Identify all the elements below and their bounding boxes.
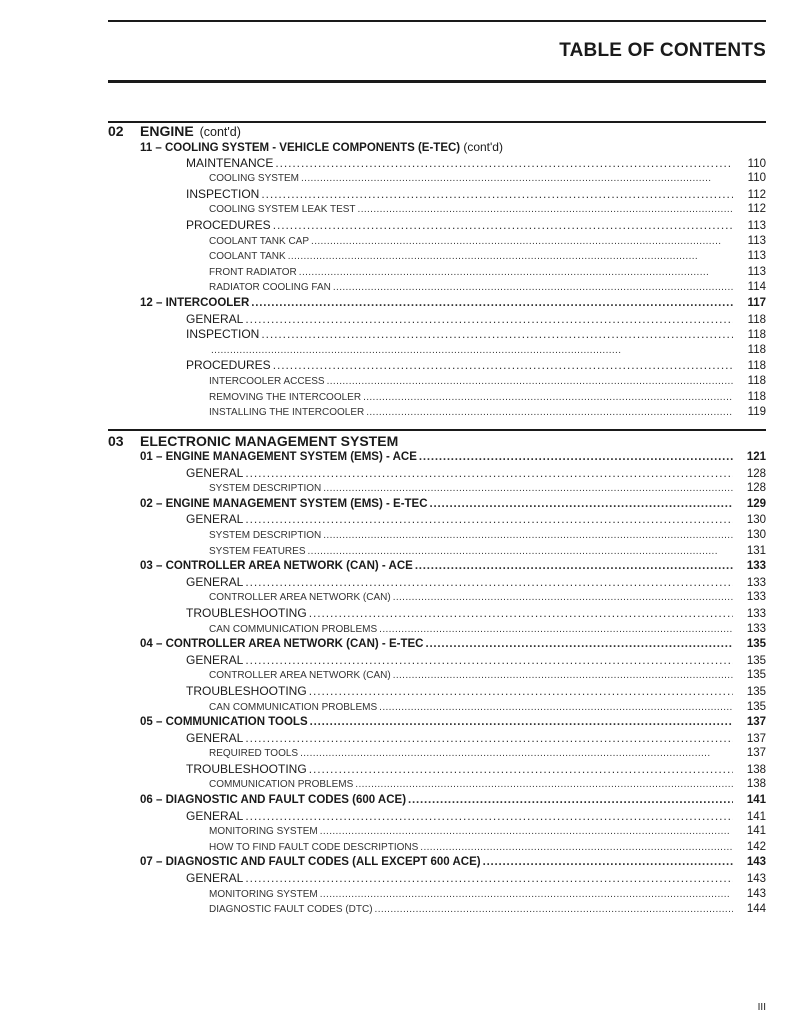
toc-entry-label — [140, 855, 481, 871]
toc-entries — [108, 140, 766, 421]
toc-entry-label — [209, 622, 377, 638]
toc-page-number: 144 — [746, 903, 766, 916]
toc-entry-label — [186, 653, 243, 669]
toc-page-number: 135 — [746, 638, 766, 651]
toc-entry-title: 05 – COMMUNICATION TOOLS — [140, 716, 308, 729]
toc-entry-title: GENERAL — [186, 311, 244, 326]
toc-entry[interactable] — [108, 202, 766, 218]
dot-leader — [300, 746, 733, 762]
toc-entry[interactable] — [108, 343, 766, 359]
toc-entry-label — [209, 280, 331, 296]
toc-page-number: 131 — [746, 544, 766, 557]
toc-entry[interactable] — [108, 887, 766, 903]
toc-page-number: 143 — [746, 873, 766, 886]
dot-leader — [308, 544, 734, 560]
toc-entry-label — [140, 140, 503, 156]
toc-entry[interactable] — [108, 606, 766, 622]
toc-entry-title: GENERAL — [186, 465, 244, 480]
top-rule — [108, 20, 766, 22]
toc-entry-label — [209, 528, 321, 544]
toc-entry[interactable] — [108, 481, 766, 497]
toc-entry[interactable] — [108, 777, 766, 793]
toc-entry[interactable] — [108, 249, 766, 265]
toc-entry[interactable] — [108, 450, 766, 466]
toc-entry[interactable] — [108, 840, 766, 856]
dot-leader — [358, 202, 733, 218]
toc-entry[interactable] — [108, 528, 766, 544]
toc-entry-label — [186, 187, 259, 203]
toc-entry-title: SYSTEM DESCRIPTION — [209, 529, 322, 541]
toc-page-number: 113 — [747, 265, 766, 278]
toc-page-number: 142 — [746, 840, 766, 853]
dot-leader — [301, 171, 733, 187]
dot-leader — [251, 296, 733, 312]
toc-entry-label — [186, 512, 243, 528]
toc-entry[interactable] — [108, 497, 766, 513]
toc-entry-label — [186, 218, 271, 234]
toc-entries — [108, 450, 766, 918]
dot-leader — [261, 187, 733, 203]
dot-leader — [323, 481, 733, 497]
toc-entry-label — [209, 590, 391, 606]
toc-entry-title: COOLING SYSTEM — [209, 173, 300, 185]
toc-page-number: 143 — [746, 887, 766, 900]
toc-entry[interactable] — [108, 731, 766, 747]
toc-entry-label — [140, 497, 428, 513]
toc-page-number: 135 — [746, 654, 766, 667]
toc-entry[interactable] — [108, 405, 766, 421]
toc-page-number: 128 — [746, 467, 766, 480]
toc-entry[interactable] — [108, 590, 766, 606]
toc-page-number: 128 — [746, 482, 766, 495]
section-title: ELECTRONIC MANAGEMENT SYSTEM — [140, 433, 399, 449]
toc-entry-title: INSTALLING THE INTERCOOLER — [209, 407, 365, 419]
dot-leader — [425, 637, 733, 653]
dot-leader — [408, 793, 733, 809]
toc-entry[interactable] — [108, 762, 766, 778]
toc-entry[interactable] — [108, 390, 766, 406]
toc-entry-title: COOLANT TANK CAP — [209, 235, 310, 247]
toc-entry-title: GENERAL — [186, 871, 244, 886]
toc-entry-label — [209, 746, 298, 762]
toc-page-number: 118 — [747, 313, 766, 326]
toc-entry-title: INSPECTION — [186, 327, 260, 342]
toc-section — [108, 433, 766, 918]
toc-page-number: 133 — [746, 591, 766, 604]
dot-leader — [245, 871, 733, 887]
toc-page-number: 137 — [746, 747, 766, 760]
toc-entry[interactable] — [108, 622, 766, 638]
toc-page-number: 133 — [746, 607, 766, 620]
toc-entry-label — [186, 466, 243, 482]
toc-page-number: 121 — [746, 451, 766, 463]
toc-entry[interactable] — [108, 544, 766, 560]
dot-leader — [273, 218, 733, 234]
toc-entry-title: GENERAL — [186, 730, 244, 745]
toc-entry-label — [209, 202, 356, 218]
toc-entry-label — [209, 405, 364, 421]
toc-entry[interactable] — [108, 809, 766, 825]
toc-entry[interactable] — [108, 140, 766, 156]
title-rule — [108, 80, 766, 83]
toc-page-number: 137 — [746, 732, 766, 745]
toc-entry[interactable] — [108, 715, 766, 731]
toc-entry[interactable] — [108, 234, 766, 250]
toc-entry-title: COOLANT TANK — [209, 251, 286, 263]
toc-entry[interactable] — [108, 466, 766, 482]
dot-leader — [261, 327, 733, 343]
toc-entry-title: 04 – CONTROLLER AREA NETWORK (CAN) - E-TEC — [140, 638, 424, 651]
toc-entry-label — [140, 559, 413, 575]
toc-entry-label — [209, 777, 353, 793]
toc-entry-title: INTERCOOLER ACCESS — [209, 375, 325, 387]
toc-entry-title: GENERAL — [186, 808, 244, 823]
section-heading — [108, 433, 766, 450]
toc-entry-label — [140, 450, 417, 466]
toc-entry-label — [209, 171, 299, 187]
toc-page-number: 118 — [747, 390, 766, 403]
toc-page-number: 138 — [746, 778, 766, 791]
toc-entry-title: REQUIRED TOOLS — [209, 748, 299, 760]
toc-entry[interactable] — [108, 296, 766, 312]
dot-leader — [333, 280, 733, 296]
toc-entry-label — [186, 762, 307, 778]
toc-page-number: 137 — [746, 716, 766, 729]
toc-page-number: 130 — [746, 528, 766, 541]
toc-page-number: 135 — [746, 685, 766, 698]
toc-entry-label — [186, 871, 243, 887]
toc-entry-title: TROUBLESHOOTING — [186, 683, 307, 698]
toc-entry[interactable] — [108, 265, 766, 281]
toc-entry[interactable] — [108, 512, 766, 528]
dot-leader — [323, 528, 733, 544]
toc-entry-label — [186, 606, 307, 622]
section-heading — [108, 123, 766, 140]
toc-entry-title: MONITORING SYSTEM — [209, 826, 318, 838]
toc-entry[interactable] — [108, 824, 766, 840]
dot-leader — [393, 590, 733, 606]
toc-page-number: 113 — [747, 250, 766, 263]
toc-entry-title: GENERAL — [186, 512, 244, 527]
toc-entry-label — [186, 312, 243, 328]
toc-page-number: 133 — [746, 576, 766, 589]
toc-page-number: 133 — [746, 560, 766, 573]
toc-page-number: 133 — [746, 622, 766, 635]
toc-page-number: 118 — [747, 329, 766, 342]
toc-entry-label — [209, 481, 321, 497]
toc-entry-label — [209, 700, 377, 716]
toc-entry[interactable] — [108, 700, 766, 716]
toc-entry-title: CONTROLLER AREA NETWORK (CAN) — [209, 592, 391, 604]
dot-leader — [379, 622, 733, 638]
dot-leader — [375, 902, 733, 918]
toc-entry-title: TROUBLESHOOTING — [186, 605, 307, 620]
toc-entry-label — [209, 840, 418, 856]
toc-entry-title: GENERAL — [186, 574, 244, 589]
toc-entry-title: MAINTENANCE — [186, 155, 274, 170]
dot-leader — [288, 249, 733, 265]
toc-entry-label — [209, 824, 318, 840]
toc-entry[interactable] — [108, 746, 766, 762]
toc-entry-title: 07 – DIAGNOSTIC AND FAULT CODES (ALL EXCEPT 600 ACE) — [140, 856, 481, 869]
toc-entry-label — [140, 793, 406, 809]
toc-page-number: 135 — [746, 669, 766, 682]
toc-entry[interactable] — [108, 312, 766, 328]
toc-entry[interactable] — [108, 871, 766, 887]
toc-entry-label — [209, 390, 361, 406]
toc-entry-label — [209, 668, 391, 684]
toc-page-number: 113 — [747, 234, 766, 247]
dot-leader — [245, 575, 733, 591]
toc-entry-label — [209, 374, 325, 390]
toc-page-number: 117 — [747, 296, 766, 309]
toc-page-number: 143 — [746, 856, 766, 869]
dot-leader — [419, 450, 733, 466]
toc-entry-label — [209, 265, 297, 281]
section-number: 03 — [108, 433, 124, 449]
toc-entry[interactable] — [108, 684, 766, 700]
toc-entry[interactable] — [108, 855, 766, 871]
dot-leader — [366, 405, 733, 421]
toc-entry-title: 06 – DIAGNOSTIC AND FAULT CODES (600 ACE) — [140, 794, 407, 807]
toc-page-number: 118 — [747, 374, 766, 387]
toc-entry-title: PROCEDURES — [186, 217, 271, 232]
toc-entry[interactable] — [108, 187, 766, 203]
toc-entry[interactable] — [108, 327, 766, 343]
toc-entry[interactable] — [108, 653, 766, 669]
dot-leader — [245, 809, 733, 825]
dot-leader — [275, 156, 733, 172]
toc-page-number: 141 — [746, 794, 766, 807]
dot-leader — [355, 777, 733, 793]
toc-page-number: 113 — [747, 219, 766, 232]
toc-entry-title: CONTROLLER AREA NETWORK (CAN) — [209, 670, 391, 682]
toc-entry-label — [186, 358, 271, 374]
dot-leader — [211, 343, 733, 359]
toc-entry-title: REMOVING THE INTERCOOLER — [209, 391, 362, 403]
toc-entry-label — [209, 887, 318, 903]
toc-page-number: 135 — [746, 700, 766, 713]
toc-entry-label — [186, 684, 307, 700]
toc-entry-title: INSPECTION — [186, 186, 260, 201]
toc-entry-label — [140, 715, 308, 731]
toc-page-number: 118 — [747, 360, 766, 373]
toc-entry-title: 03 – CONTROLLER AREA NETWORK (CAN) - ACE — [140, 560, 413, 573]
dot-leader — [393, 668, 733, 684]
toc-entry-title: 02 – ENGINE MANAGEMENT SYSTEM (EMS) - E-TEC — [140, 497, 428, 510]
toc-page-number: 130 — [746, 514, 766, 527]
section-number: 02 — [108, 123, 124, 139]
toc-page-number: 110 — [747, 157, 766, 170]
toc-entry[interactable] — [108, 559, 766, 575]
dot-leader — [245, 731, 733, 747]
toc-entry-title: FRONT RADIATOR — [209, 266, 297, 278]
toc-entry-title: 01 – ENGINE MANAGEMENT SYSTEM (EMS) - ACE — [140, 451, 417, 463]
toc-entry-title: SYSTEM FEATURES — [209, 545, 306, 557]
toc-entry-title: COOLING SYSTEM LEAK TEST — [209, 204, 356, 216]
dot-leader — [320, 824, 733, 840]
toc-page-number: 110 — [747, 172, 766, 185]
toc-entry-title: DIAGNOSTIC FAULT CODES (DTC) — [209, 904, 373, 916]
dot-leader — [363, 390, 733, 406]
toc-entry[interactable] — [108, 171, 766, 187]
dot-leader — [430, 497, 733, 513]
dot-leader — [309, 762, 733, 778]
dot-leader — [415, 559, 733, 575]
toc-entry-label — [186, 327, 259, 343]
toc-entry-title: PROCEDURES — [186, 358, 271, 373]
toc-entry[interactable] — [108, 280, 766, 296]
toc-entry-title: 12 – INTERCOOLER — [140, 296, 250, 309]
toc-entry-title: COMMUNICATION PROBLEMS — [209, 779, 354, 791]
section-continued: (cont'd) — [199, 125, 241, 139]
dot-leader — [245, 312, 733, 328]
toc-entry-label — [140, 296, 249, 312]
toc-page-number: 141 — [746, 825, 766, 838]
toc-entry[interactable] — [108, 637, 766, 653]
toc-entry[interactable] — [108, 156, 766, 172]
section-title: ENGINE — [140, 123, 194, 139]
toc-page-number: 112 — [747, 203, 766, 216]
toc-entry-title: GENERAL — [186, 652, 244, 667]
dot-leader — [379, 700, 733, 716]
toc-page-number: 129 — [746, 497, 766, 510]
toc-entry-title: SYSTEM DESCRIPTION — [209, 483, 322, 495]
toc-entry-label — [186, 809, 243, 825]
toc-entry-label — [186, 156, 273, 172]
toc-entry-title: MONITORING SYSTEM — [209, 888, 318, 900]
toc-entry[interactable] — [108, 902, 766, 918]
dot-leader — [245, 466, 733, 482]
section-rule — [108, 429, 766, 431]
toc-entry[interactable] — [108, 218, 766, 234]
toc-entry[interactable] — [108, 668, 766, 684]
toc-page-number: 141 — [746, 810, 766, 823]
toc-page-number: 112 — [747, 188, 766, 201]
toc-entry[interactable] — [108, 575, 766, 591]
toc-entry-title: CAN COMMUNICATION PROBLEMS — [209, 701, 378, 713]
toc-entry-label — [186, 731, 243, 747]
dot-leader — [273, 358, 733, 374]
toc-entry-title: RADIATOR COOLING FAN — [209, 282, 331, 294]
dot-leader — [327, 374, 733, 390]
dot-leader — [299, 265, 733, 281]
toc-entry-label — [209, 544, 306, 560]
toc-entry-title: HOW TO FIND FAULT CODE DESCRIPTIONS — [209, 841, 419, 853]
toc-section — [108, 123, 766, 421]
toc-entry-label — [209, 249, 286, 265]
page-title: TABLE OF CONTENTS — [559, 40, 766, 61]
dot-leader — [245, 512, 733, 528]
toc-entry-label — [186, 575, 243, 591]
toc-page-number: 118 — [747, 343, 766, 356]
dot-leader — [245, 653, 733, 669]
toc-entry-label — [209, 902, 373, 918]
dot-leader — [320, 887, 733, 903]
dot-leader — [309, 606, 733, 622]
toc-entry[interactable] — [108, 374, 766, 390]
toc-entry[interactable] — [108, 793, 766, 809]
dot-leader — [420, 840, 733, 856]
toc-page-number: 138 — [746, 763, 766, 776]
dot-leader — [483, 855, 733, 871]
toc-page-number: 119 — [747, 406, 766, 419]
toc-entry-continued: (cont'd) — [463, 140, 503, 154]
page-number: III — [757, 1002, 766, 1013]
toc-entry-title: CAN COMMUNICATION PROBLEMS — [209, 623, 378, 635]
dot-leader — [311, 234, 733, 250]
toc-page-number: 114 — [747, 281, 766, 294]
dot-leader — [309, 684, 733, 700]
toc-entry-label — [209, 234, 309, 250]
toc-entry-label — [140, 637, 423, 653]
toc-entry-title: TROUBLESHOOTING — [186, 761, 307, 776]
toc-entry[interactable] — [108, 358, 766, 374]
toc-entry-title: 11 – COOLING SYSTEM - VEHICLE COMPONENTS (E-TEC) — [140, 142, 461, 154]
dot-leader — [310, 715, 733, 731]
